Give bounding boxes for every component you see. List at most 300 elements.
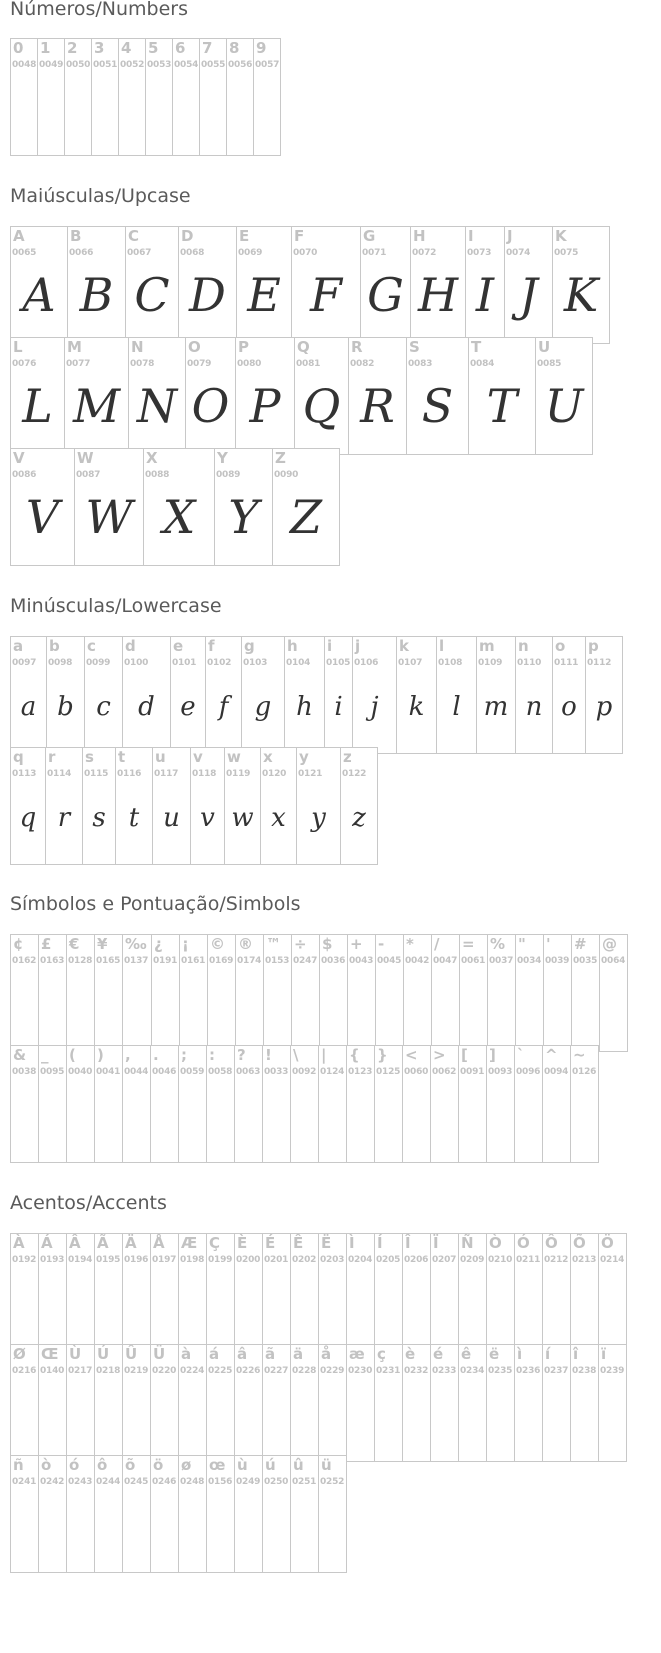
glyph-cell: [145, 38, 173, 156]
glyph-char-label: c: [87, 637, 96, 655]
glyph-sample: F: [310, 268, 342, 322]
glyph-cell: [486, 1233, 515, 1351]
glyph-cell: [122, 1233, 151, 1351]
glyph-code: 0201: [264, 1255, 289, 1265]
glyph-cell: [38, 1233, 67, 1351]
glyph-code: 0044: [124, 1067, 149, 1077]
glyph-char-label: =: [462, 935, 475, 953]
glyph-char-label: K: [555, 227, 567, 245]
glyph-char-label: Î: [405, 1234, 411, 1252]
glyph-cell: [66, 934, 95, 1052]
glyph-char-label: Ë: [321, 1234, 332, 1252]
glyph-sample: t: [128, 803, 140, 833]
glyph-code: 0124: [320, 1067, 345, 1077]
glyph-cell: [543, 934, 572, 1052]
glyph-cell: [38, 1045, 67, 1163]
glyph-char-label: b: [49, 637, 60, 655]
glyph-code: 0053: [147, 60, 172, 70]
glyph-code: 0203: [320, 1255, 345, 1265]
glyph-cell: [318, 1455, 347, 1573]
glyph-cell: [348, 337, 407, 455]
glyph-cell: [552, 226, 610, 344]
glyph-char-label: Ï: [433, 1234, 439, 1252]
glyph-code: 0107: [398, 658, 423, 668]
glyph-code: 0098: [48, 658, 73, 668]
glyph-char-label: *: [406, 935, 414, 953]
glyph-cell: [263, 934, 292, 1052]
glyph-char-label: Ò: [489, 1234, 502, 1252]
glyph-row: [10, 1233, 627, 1351]
glyph-code: 0233: [432, 1366, 457, 1376]
glyph-cell: [125, 226, 179, 344]
glyph-cell: [570, 1344, 599, 1462]
glyph-char-label: ¥: [97, 935, 108, 953]
glyph-char-label: à: [181, 1345, 192, 1363]
glyph-code: 0093: [488, 1067, 513, 1077]
glyph-sample: g: [254, 692, 272, 722]
glyph-cell: [10, 1344, 39, 1462]
glyph-cell: [66, 1344, 95, 1462]
glyph-char-label: s: [85, 748, 94, 766]
glyph-code: 0079: [187, 359, 212, 369]
glyph-cell: [64, 337, 129, 455]
glyph-char-label: é: [433, 1345, 444, 1363]
glyph-char-label: Û: [125, 1345, 138, 1363]
glyph-code: 0212: [544, 1255, 569, 1265]
glyph-code: 0196: [124, 1255, 149, 1265]
glyph-cell: [235, 337, 295, 455]
glyph-code: 0214: [600, 1255, 625, 1265]
glyph-row: [10, 747, 378, 865]
glyph-sample: a: [20, 692, 37, 722]
glyph-code: 0109: [478, 658, 503, 668]
glyph-char-label: 5: [148, 39, 159, 57]
glyph-char-label: r: [48, 748, 56, 766]
glyph-cell: [402, 1233, 431, 1351]
glyph-cell: [66, 1233, 95, 1351]
glyph-char-label: ï: [601, 1345, 607, 1363]
glyph-cell: [38, 934, 67, 1052]
glyph-cell: [571, 934, 600, 1052]
glyph-sample: z: [352, 803, 366, 833]
glyph-code: 0219: [124, 1366, 149, 1376]
glyph-code: 0198: [180, 1255, 205, 1265]
glyph-sample: m: [483, 692, 509, 722]
glyph-char-label: ¢: [13, 935, 24, 953]
glyph-row: [10, 1455, 347, 1573]
glyph-cell: [431, 934, 460, 1052]
glyph-char-label: ë: [489, 1345, 500, 1363]
glyph-cell: [94, 1455, 123, 1573]
glyph-cell: [458, 1045, 487, 1163]
glyph-char-label: F: [294, 227, 305, 245]
glyph-cell: [91, 38, 119, 156]
glyph-code: 0055: [201, 60, 226, 70]
glyph-char-label: Q: [297, 338, 310, 356]
glyph-char-label: f: [208, 637, 215, 655]
glyph-code: 0137: [124, 956, 149, 966]
glyph-code: 0217: [68, 1366, 93, 1376]
glyph-cell: [253, 38, 281, 156]
glyph-cell: [10, 747, 46, 865]
glyph-cell: [151, 934, 180, 1052]
glyph-char-label: G: [363, 227, 376, 245]
glyph-char-label: ô: [97, 1456, 108, 1474]
glyph-cell: [296, 747, 341, 865]
glyph-code: 0105: [326, 658, 351, 668]
glyph-char-label: Ñ: [461, 1234, 474, 1252]
glyph-cell: [236, 226, 292, 344]
glyph-char-label: [: [461, 1046, 468, 1064]
glyph-char-label: Õ: [573, 1234, 586, 1252]
glyph-char-label: }: [377, 1046, 388, 1064]
glyph-cell: [10, 934, 39, 1052]
glyph-char-label: ": [518, 935, 526, 953]
glyph-cell: [514, 1233, 543, 1351]
glyph-cell: [234, 1233, 263, 1351]
glyph-code: 0224: [180, 1366, 205, 1376]
glyph-code: 0225: [208, 1366, 233, 1376]
glyph-cell: [291, 226, 361, 344]
glyph-sample: e: [180, 692, 196, 722]
glyph-cell: [598, 1344, 627, 1462]
glyph-char-label: ': [546, 935, 551, 953]
glyph-code: 0252: [320, 1477, 345, 1487]
glyph-cell: [94, 934, 123, 1052]
glyph-code: 0085: [537, 359, 562, 369]
glyph-cell: [226, 38, 254, 156]
glyph-sample: R: [360, 379, 395, 433]
glyph-cell: [262, 1045, 291, 1163]
glyph-sample: U: [544, 379, 584, 433]
glyph-char-label: !: [265, 1046, 272, 1064]
glyph-char-label: <: [405, 1046, 418, 1064]
glyph-sample: E: [247, 268, 281, 322]
glyph-char-label: ‰: [125, 935, 147, 953]
glyph-sample: u: [163, 803, 180, 833]
glyph-code: 0097: [12, 658, 37, 668]
glyph-cell: [10, 1045, 39, 1163]
glyph-char-label: k: [399, 637, 409, 655]
glyph-code: 0060: [404, 1067, 429, 1077]
glyph-char-label: ã: [265, 1345, 276, 1363]
glyph-cell: [178, 1045, 207, 1163]
glyph-sample: G: [367, 268, 404, 322]
glyph-sample: Q: [302, 379, 341, 433]
glyph-code: 0057: [255, 60, 280, 70]
glyph-cell: [241, 636, 285, 754]
glyph-code: 0092: [292, 1067, 317, 1077]
glyph-code: 0163: [40, 956, 65, 966]
glyph-code: 0226: [236, 1366, 261, 1376]
glyph-code: 0200: [236, 1255, 261, 1265]
glyph-char-label: L: [13, 338, 23, 356]
glyph-cell: [360, 226, 411, 344]
glyph-char-label: 7: [202, 39, 213, 57]
glyph-cell: [346, 1045, 375, 1163]
glyph-code: 0108: [438, 658, 463, 668]
glyph-sample: D: [189, 268, 226, 322]
glyph-code: 0042: [405, 956, 430, 966]
glyph-cell: [260, 747, 297, 865]
glyph-cell: [598, 1233, 627, 1351]
glyph-char-label: ù: [237, 1456, 248, 1474]
glyph-code: 0037: [489, 956, 514, 966]
glyph-cell: [542, 1233, 571, 1351]
glyph-code: 0153: [265, 956, 290, 966]
glyph-sample: V: [25, 490, 60, 544]
glyph-char-label: ©: [210, 935, 225, 953]
glyph-code: 0115: [84, 769, 109, 779]
glyph-code: 0126: [572, 1067, 597, 1077]
glyph-cell: [542, 1045, 571, 1163]
glyph-code: 0206: [404, 1255, 429, 1265]
glyph-sample: H: [417, 268, 459, 322]
glyph-code: 0081: [296, 359, 321, 369]
glyph-sample: w: [231, 803, 254, 833]
glyph-char-label: ñ: [13, 1456, 24, 1474]
glyph-char-label: Ã: [97, 1234, 109, 1252]
glyph-code: 0121: [298, 769, 323, 779]
glyph-char-label: ®: [238, 935, 253, 953]
glyph-char-label: Ú: [97, 1345, 110, 1363]
glyph-code: 0194: [68, 1255, 93, 1265]
glyph-code: 0050: [66, 60, 91, 70]
glyph-cell: [10, 226, 68, 344]
glyph-cell: [10, 448, 75, 566]
glyph-char-label: #: [574, 935, 587, 953]
glyph-cell: [318, 1045, 347, 1163]
glyph-code: 0067: [127, 248, 152, 258]
glyph-sample: S: [421, 379, 454, 433]
glyph-cell: [504, 226, 553, 344]
glyph-char-label: w: [227, 748, 241, 766]
glyph-char-label: h: [287, 637, 298, 655]
glyph-cell: [115, 747, 153, 865]
glyph-char-label: o: [555, 637, 566, 655]
glyph-sample: O: [191, 379, 230, 433]
glyph-row: [10, 448, 340, 566]
glyph-char-label: $: [322, 935, 333, 953]
glyph-code: 0072: [412, 248, 437, 258]
glyph-code: 0245: [124, 1477, 149, 1487]
glyph-sample: k: [408, 692, 425, 722]
glyph-sample: f: [218, 692, 229, 722]
glyph-cell: [185, 337, 236, 455]
section-title: Minúsculas/Lowercase: [10, 595, 222, 617]
glyph-char-label: M: [67, 338, 82, 356]
glyph-code: 0235: [488, 1366, 513, 1376]
glyph-char-label: œ: [209, 1456, 226, 1474]
glyph-code: 0237: [544, 1366, 569, 1376]
glyph-char-label: Å: [153, 1234, 165, 1252]
glyph-code: 0117: [154, 769, 179, 779]
glyph-char-label: D: [181, 227, 194, 245]
glyph-row: [10, 934, 628, 1052]
glyph-cell: [291, 934, 320, 1052]
glyph-char-label: á: [209, 1345, 220, 1363]
glyph-code: 0216: [12, 1366, 37, 1376]
glyph-char-label: Æ: [181, 1234, 198, 1252]
glyph-cell: [318, 1344, 347, 1462]
glyph-char-label: ó: [69, 1456, 80, 1474]
glyph-code: 0116: [117, 769, 142, 779]
glyph-code: 0075: [554, 248, 579, 258]
glyph-code: 0199: [208, 1255, 233, 1265]
glyph-char-label: Ü: [153, 1345, 166, 1363]
glyph-char-label: ö: [153, 1456, 164, 1474]
glyph-char-label: i: [327, 637, 333, 655]
glyph-char-label: z: [343, 748, 352, 766]
glyph-code: 0063: [236, 1067, 261, 1077]
glyph-code: 0218: [96, 1366, 121, 1376]
glyph-code: 0112: [587, 658, 612, 668]
glyph-cell: [214, 448, 273, 566]
glyph-code: 0239: [600, 1366, 625, 1376]
glyph-char-label: Œ: [41, 1345, 59, 1363]
glyph-cell: [10, 38, 38, 156]
glyph-sample: A: [22, 268, 56, 322]
glyph-code: 0068: [180, 248, 205, 258]
glyph-cell: [346, 1233, 375, 1351]
glyph-sample: B: [79, 268, 114, 322]
section-title: Números/Numbers: [10, 0, 188, 20]
glyph-code: 0227: [264, 1366, 289, 1376]
glyph-cell: [46, 636, 85, 754]
glyph-cell: [375, 934, 404, 1052]
glyph-char-label: >: [433, 1046, 446, 1064]
glyph-code: 0091: [460, 1067, 485, 1077]
glyph-code: 0246: [152, 1477, 177, 1487]
glyph-code: 0120: [262, 769, 287, 779]
glyph-code: 0088: [145, 470, 170, 480]
glyph-char-label: Ê: [293, 1234, 304, 1252]
glyph-char-label: U: [538, 338, 551, 356]
glyph-cell: [150, 1455, 179, 1573]
glyph-code: 0054: [174, 60, 199, 70]
glyph-code: 0211: [516, 1255, 541, 1265]
glyph-code: 0209: [460, 1255, 485, 1265]
glyph-cell: [436, 636, 477, 754]
glyph-cell: [346, 1344, 375, 1462]
glyph-cell: [10, 1233, 39, 1351]
glyph-char-label: û: [293, 1456, 304, 1474]
glyph-cell: [352, 636, 397, 754]
glyph-code: 0210: [488, 1255, 513, 1265]
glyph-code: 0082: [350, 359, 375, 369]
glyph-cell: [74, 448, 144, 566]
glyph-cell: [122, 636, 171, 754]
glyph-row: [10, 226, 610, 344]
glyph-sample: j: [370, 692, 379, 722]
glyph-cell: [82, 747, 116, 865]
glyph-char-label: Ø: [13, 1345, 26, 1363]
glyph-cell: [10, 636, 47, 754]
glyph-cell: [262, 1344, 291, 1462]
glyph-code: 0174: [237, 956, 262, 966]
glyph-cell: [122, 1344, 151, 1462]
glyph-char-label: 3: [94, 39, 105, 57]
glyph-char-label: P: [238, 338, 249, 356]
glyph-cell: [294, 337, 349, 455]
glyph-code: 0242: [40, 1477, 65, 1487]
glyph-char-label: ,: [125, 1046, 131, 1064]
glyph-sample: v: [200, 803, 215, 833]
glyph-code: 0059: [180, 1067, 205, 1077]
glyph-code: 0250: [264, 1477, 289, 1487]
glyph-cell: [94, 1233, 123, 1351]
glyph-code: 0034: [517, 956, 542, 966]
glyph-char-label: -: [378, 935, 385, 953]
glyph-char-label: v: [193, 748, 203, 766]
glyph-code: 0064: [601, 956, 626, 966]
glyph-char-label: Ç: [209, 1234, 221, 1252]
glyph-cell: [224, 747, 261, 865]
glyph-code: 0113: [12, 769, 37, 779]
glyph-code: 0213: [572, 1255, 597, 1265]
glyph-code: 0195: [96, 1255, 121, 1265]
glyph-char-label: Ù: [69, 1345, 82, 1363]
glyph-code: 0052: [120, 60, 145, 70]
glyph-cell: [468, 337, 536, 455]
glyph-char-label: t: [118, 748, 126, 766]
glyph-char-label: S: [409, 338, 420, 356]
glyph-cell: [38, 1344, 67, 1462]
glyph-cell: [476, 636, 516, 754]
glyph-code: 0119: [226, 769, 251, 779]
glyph-code: 0080: [237, 359, 262, 369]
glyph-char-label: j: [355, 637, 361, 655]
glyph-char-label: u: [155, 748, 166, 766]
glyph-code: 0247: [293, 956, 318, 966]
glyph-char-label: 8: [229, 39, 240, 57]
glyph-char-label: ;: [181, 1046, 187, 1064]
glyph-cell: [94, 1344, 123, 1462]
glyph-char-label: ¡: [182, 935, 189, 953]
glyph-sample: Z: [290, 490, 322, 544]
glyph-code: 0039: [545, 956, 570, 966]
glyph-code: 0251: [292, 1477, 317, 1487]
glyph-char-label: í: [545, 1345, 551, 1363]
glyph-cell: [37, 38, 65, 156]
glyph-code: 0111: [554, 658, 579, 668]
glyph-cell: [199, 38, 227, 156]
glyph-char-label: È: [237, 1234, 248, 1252]
glyph-code: 0230: [348, 1366, 373, 1376]
glyph-code: 0100: [124, 658, 149, 668]
glyph-cell: [152, 747, 191, 865]
glyph-cell: [178, 1344, 207, 1462]
glyph-char-label: :: [209, 1046, 215, 1064]
glyph-cell: [67, 226, 126, 344]
glyph-code: 0035: [573, 956, 598, 966]
glyph-char-label: `: [517, 1046, 525, 1064]
glyph-char-label: d: [125, 637, 136, 655]
glyph-sample: T: [486, 379, 518, 433]
glyph-code: 0071: [362, 248, 387, 258]
glyph-char-label: R: [351, 338, 363, 356]
glyph-char-label: ø: [181, 1456, 192, 1474]
glyph-cell: [122, 934, 152, 1052]
glyph-code: 0125: [376, 1067, 401, 1077]
glyph-cell: [10, 1455, 39, 1573]
glyph-cell: [410, 226, 466, 344]
glyph-cell: [66, 1455, 95, 1573]
glyph-cell: [206, 1233, 235, 1351]
glyph-cell: [340, 747, 378, 865]
glyph-char-label: ú: [265, 1456, 276, 1474]
glyph-sample: P: [249, 379, 281, 433]
